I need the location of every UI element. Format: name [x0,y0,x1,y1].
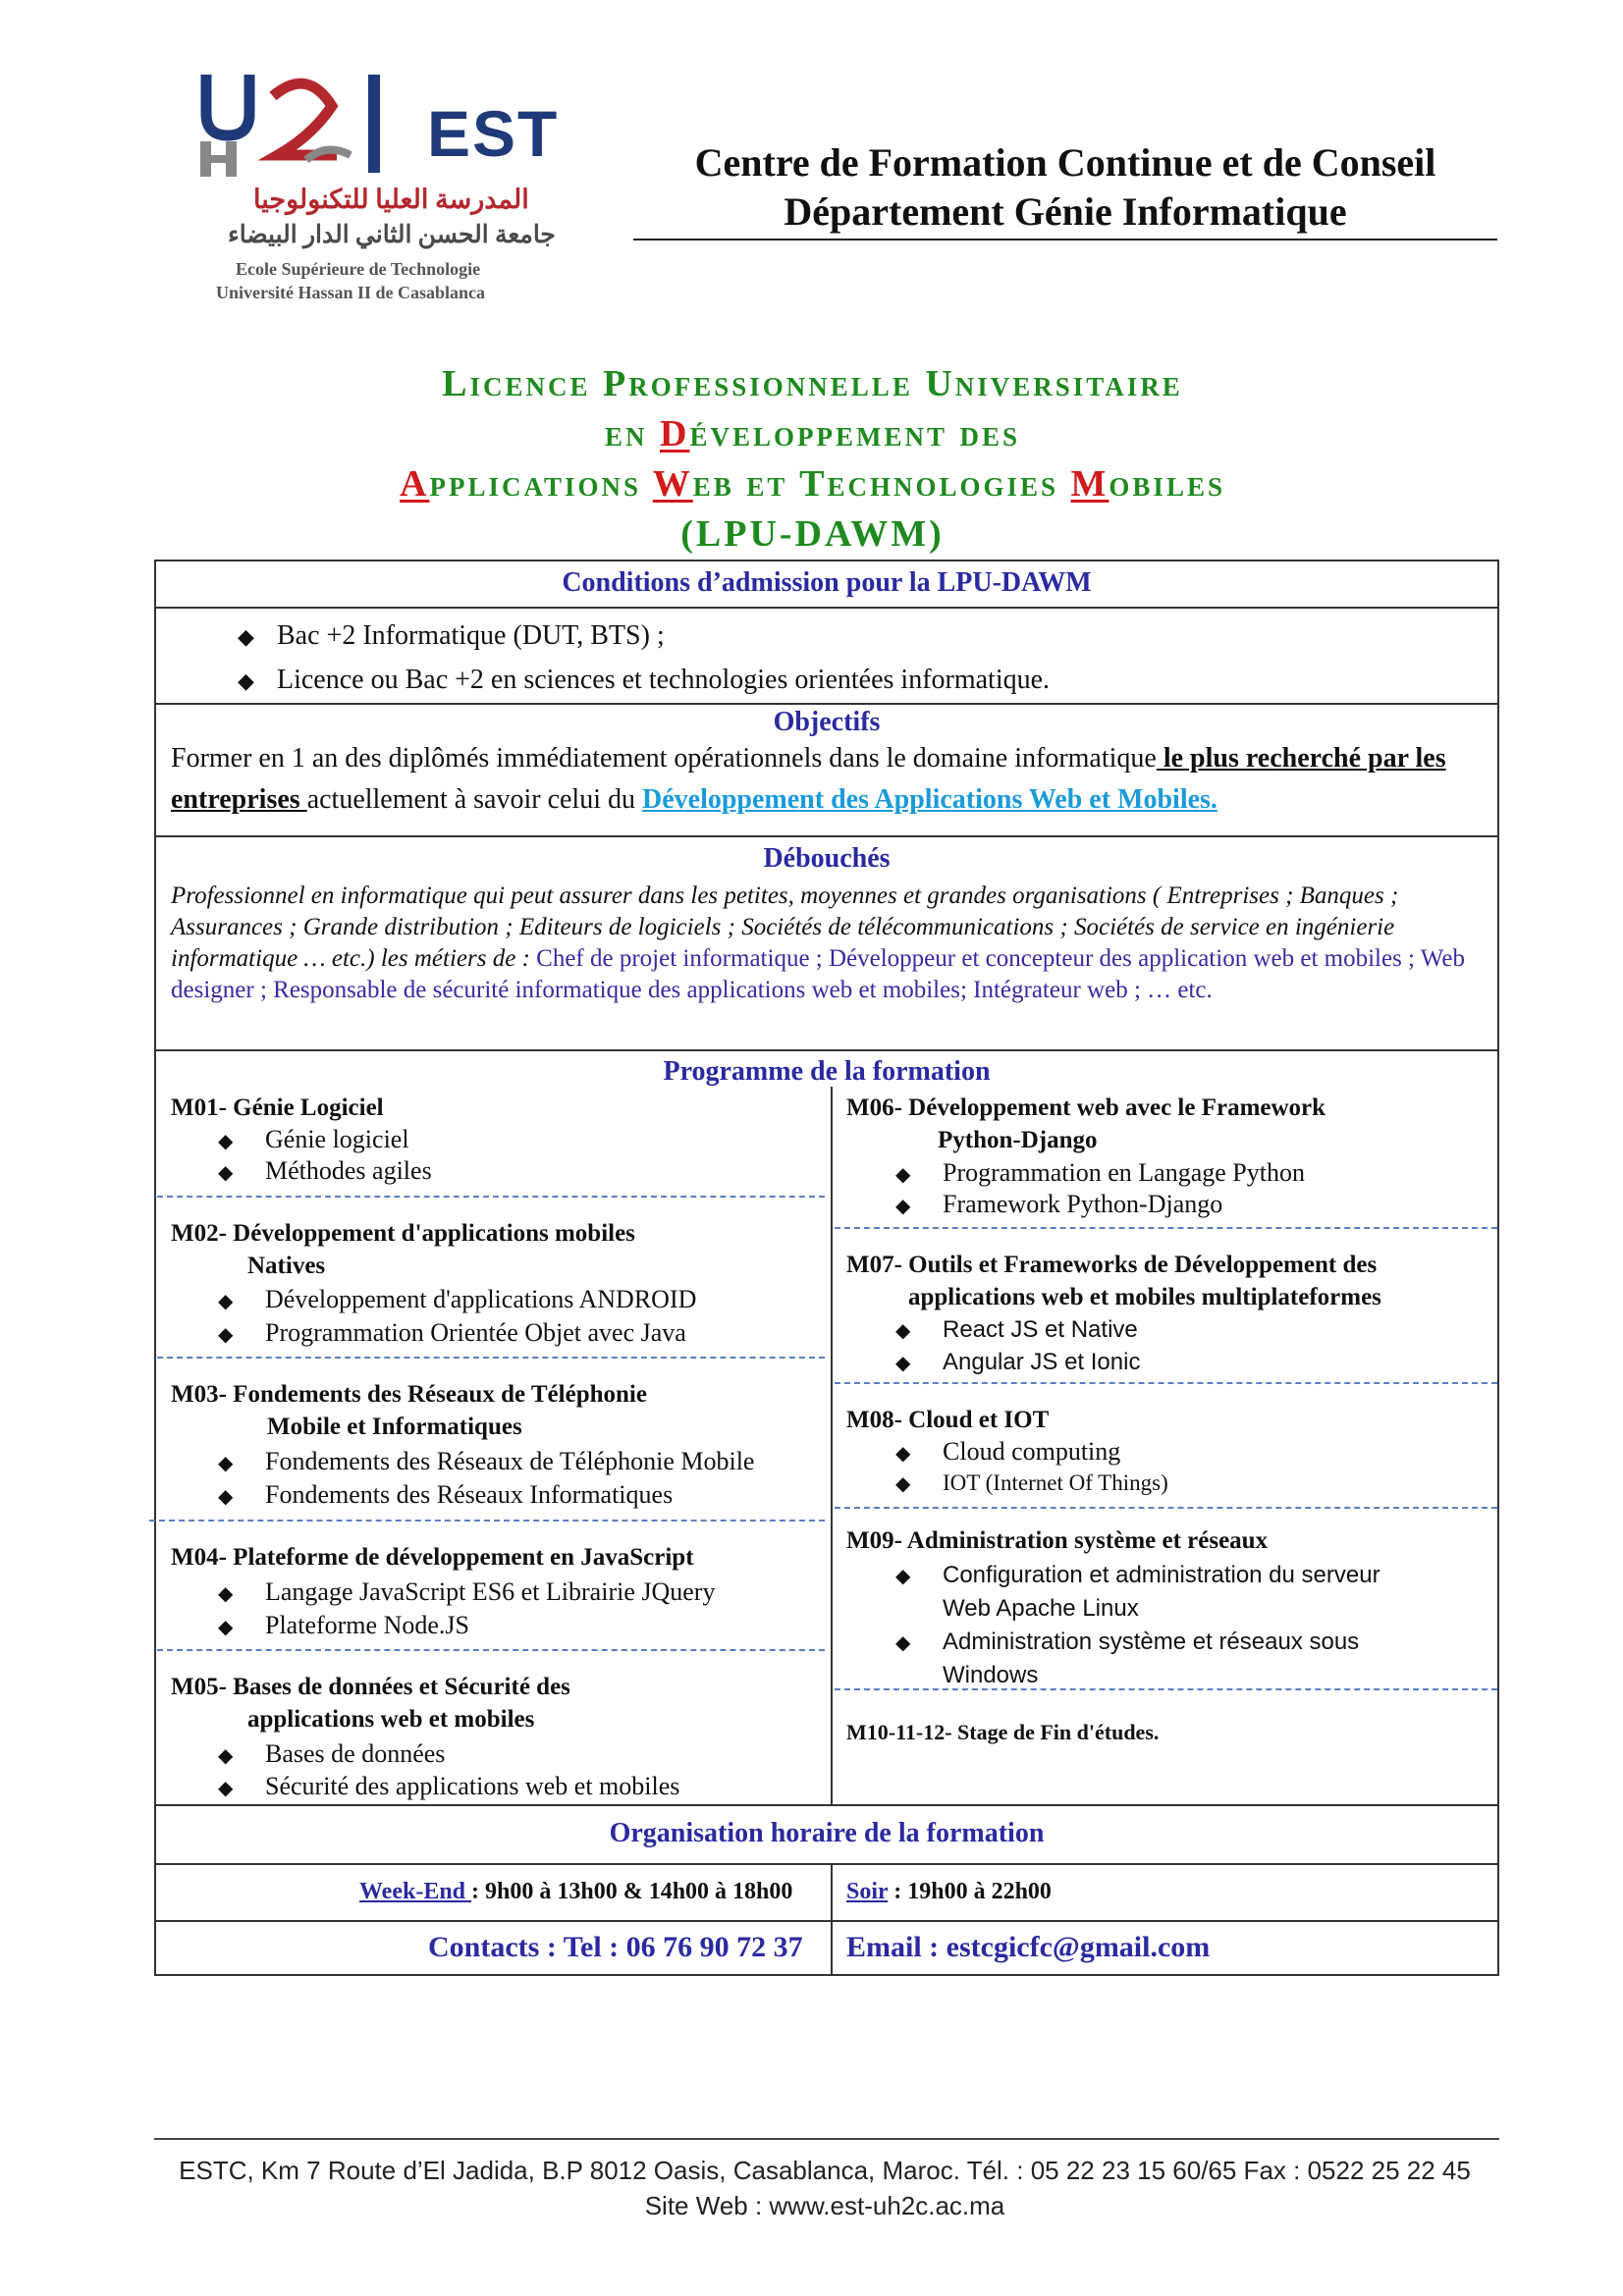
debouches-text [171,881,1487,1006]
diamond-bullet-icon: ◆ [218,1162,234,1184]
logo-arabic-line2: جامعة الحسن الثاني الدار البيضاء [228,222,556,248]
module-separator [157,1357,825,1359]
module-separator [835,1688,1497,1690]
footer-divider [154,2138,1499,2140]
diamond-bullet-icon: ◆ [895,1566,911,1587]
module-item-text: Cloud computing [943,1437,1121,1466]
footer-website[interactable]: Site Web : www.est-uh2c.ac.ma [644,2191,1005,2220]
program-title-text: eb et Technologies [692,463,1071,505]
row-divider [154,835,1499,837]
evening-schedule [846,1879,1052,1905]
header-title-line2: Département Génie Informatique [784,189,1347,234]
module-item-text: Fondements des Réseaux de Téléphonie Mobile [265,1447,755,1475]
module-separator [157,1196,825,1198]
diamond-bullet-icon: ◆ [218,1486,234,1508]
program-title-red-letter: W [652,463,693,505]
module-title: M04- Plateforme de développement en JavaScript [171,1544,694,1571]
module-title: M10-11-12- Stage de Fin d'études. [846,1720,1160,1744]
list-item [238,620,665,652]
module-title-cont: Natives [247,1253,326,1279]
program-title-line2 [128,409,1497,459]
module-separator [835,1227,1497,1229]
objectifs-text-part: Former en 1 an des diplômés immédiatement opérationnels dans le domaine informatique [171,743,1157,774]
module-item-text: Bases de données [265,1739,446,1768]
objectifs-emphasis: le plus recherché par les entreprises [171,743,1446,815]
diamond-bullet-icon: ◆ [218,1778,234,1799]
diamond-bullet-icon: ◆ [238,624,254,649]
module-item-text: Génie logiciel [265,1125,409,1153]
programme-title: Programme de la formation [663,1056,991,1087]
weekend-schedule [359,1879,792,1905]
logo-french-line2: Université Hassan II de Casablanca [216,283,486,302]
contact-phone: Contacts : Tel : 06 76 90 72 37 [428,1931,803,1963]
row-divider [154,703,1499,705]
contact-email[interactable]: Email : estcgicfc@gmail.com [846,1931,1211,1963]
diamond-bullet-icon: ◆ [238,668,254,693]
program-title-text: en [604,413,660,454]
diamond-bullet-icon: ◆ [895,1164,911,1186]
module-item-text: Sécurité des applications web et mobiles [265,1772,680,1800]
column-divider [831,1863,833,1976]
soir-link[interactable]: Soir [846,1879,889,1904]
module-item-text: Framework Python-Django [943,1190,1223,1218]
diamond-bullet-icon: ◆ [218,1745,234,1767]
diamond-bullet-icon: ◆ [218,1131,234,1152]
module-separator [835,1382,1497,1384]
module-item [895,1558,1380,1593]
diamond-bullet-icon: ◆ [218,1583,234,1605]
module-item-cont [943,1658,1038,1691]
module-item [895,1312,1138,1348]
diamond-bullet-icon: ◆ [895,1632,911,1654]
objectifs-text [171,738,1487,821]
module-title-cont: Mobile et Informatiques [267,1414,522,1440]
list-item-text: Bac +2 Informatique (DUT, BTS) ; [277,620,665,651]
diamond-bullet-icon: ◆ [895,1443,911,1465]
conditions-title: Conditions d’admission pour la LPU-DAWM [562,567,1092,598]
module-item-cont [943,1591,1139,1625]
module-item-text: Méthodes agiles [265,1156,432,1185]
module-item [218,1154,432,1190]
header-divider [633,239,1497,240]
row-divider [154,607,1499,609]
program-title-text: éveloppement des [689,413,1020,454]
module-item [895,1625,1359,1660]
module-item-text: Administration système et réseaux sous [943,1629,1360,1655]
program-title-line4: (LPU-DAWM) [680,513,945,555]
program-title-line3 [128,459,1497,509]
debouches-text-italic: Professionnel en informatique qui peut assurer dans les petites, moyennes et grandes organisations ( Entreprises ; Banques ; Assurances ; Grande distribution ; Editeurs de logiciels ; Sociétés de télécommunications ; Sociétés de service en ingénierie informatique … etc.) les métiers de : [171,882,1399,972]
module-title: M02- Développement d'applications mobiles [171,1220,635,1247]
module-title-cont: Python-Django [938,1127,1098,1153]
diamond-bullet-icon: ◆ [895,1473,911,1495]
soir-hours: : 19h00 à 22h00 [888,1879,1052,1904]
module-title: M05- Bases de données et Sécurité des [171,1674,570,1700]
module-item-text: Programmation en Langage Python [943,1158,1305,1187]
module-item [218,1316,686,1352]
program-title-red-letter: D [660,413,690,454]
objectifs-text-part: actuellement à savoir celui du [306,784,642,815]
row-divider [154,1049,1499,1051]
module-item-text: Langage JavaScript ES6 et Librairie JQuery [265,1577,716,1606]
module-title: M01- Génie Logiciel [171,1095,384,1121]
program-title-line1: Licence Professionnelle Universitaire [442,363,1183,404]
objectifs-title: Objectifs [773,707,881,737]
program-title-red-letter: M [1070,463,1109,505]
module-item-text: IOT (Internet Of Things) [943,1470,1168,1495]
module-item-text: Programmation Orientée Objet avec Java [265,1318,686,1347]
program-title-red-letter: A [400,463,430,505]
module-separator [149,1520,825,1522]
diamond-bullet-icon: ◆ [895,1353,911,1374]
list-item [238,665,1050,696]
module-title: M07- Outils et Frameworks de Développement des [846,1252,1378,1278]
module-item [218,1283,696,1318]
row-divider [154,1863,1499,1865]
debouches-text-jobs: Chef de projet informatique ; Développeur et concepteur des application web et mobiles ; Web designer ; Responsable de sécurité informatique des applications web et mobiles; Intégrateur web ; … etc. [171,945,1465,1003]
module-title: M08- Cloud et IOT [846,1407,1050,1433]
logo-est-text: EST [427,97,560,170]
module-title: M06- Développement web avec le Framework [846,1095,1326,1121]
logo-french-line1: Ecole Supérieure de Technologie [236,259,481,279]
module-item [218,1770,679,1805]
column-divider [831,1087,833,1804]
diamond-bullet-icon: ◆ [218,1453,234,1474]
module-item-text: Plateforme Node.JS [265,1611,469,1639]
module-title: M03- Fondements des Réseaux de Téléphonie [171,1381,647,1408]
program-title-text: obiles [1109,463,1225,505]
module-item [895,1345,1140,1380]
row-divider [154,1920,1499,1922]
module-separator [835,1507,1497,1509]
weekend-link[interactable]: Week-End [359,1879,472,1904]
module-title: M09- Administration système et réseaux [846,1527,1269,1554]
school-logo [196,67,569,312]
module-item-text: Web Apache Linux [943,1595,1139,1622]
module-title-cont: applications web et mobiles multiplateformes [908,1284,1381,1310]
module-item [218,1609,469,1644]
header-title-line1: Centre de Formation Continue et de Conseil [694,140,1436,185]
diamond-bullet-icon: ◆ [218,1617,234,1638]
objectifs-link[interactable]: Développement des Applications Web et Mobiles. [642,784,1217,815]
module-item-text: Développement d'applications ANDROID [265,1285,697,1313]
module-item-text: Fondements des Réseaux Informatiques [265,1480,674,1509]
diamond-bullet-icon: ◆ [218,1324,234,1346]
module-item-text: Angular JS et Ionic [943,1349,1141,1375]
module-item [218,1575,715,1611]
module-item [218,1737,445,1773]
module-item-text: Windows [943,1662,1039,1688]
diamond-bullet-icon: ◆ [895,1196,911,1217]
program-title-text: pplications [429,463,653,505]
diamond-bullet-icon: ◆ [218,1291,234,1312]
diamond-bullet-icon: ◆ [895,1320,911,1342]
module-item [895,1156,1305,1192]
debouches-title: Débouchés [763,843,891,874]
list-item-text: Licence ou Bac +2 en sciences et technologies orientées informatique. [277,665,1051,695]
weekend-hours: : 9h00 à 13h00 & 14h00 à 18h00 [471,1879,793,1904]
module-item [218,1445,754,1480]
module-item [895,1467,1168,1501]
module-title-cont: applications web et mobiles [247,1706,535,1733]
organisation-title: Organisation horaire de la formation [609,1818,1045,1848]
footer-address: ESTC, Km 7 Route d’El Jadida, B.P 8012 Oasis, Casablanca, Maroc. Tél. : 05 22 23 15 60/65 Fax : 0522 25 22 45 [179,2156,1471,2185]
module-item [895,1188,1222,1223]
module-item [218,1478,673,1514]
module-separator [157,1649,825,1651]
module-item [895,1435,1120,1470]
module-item [218,1123,409,1158]
logo-arabic-line1: المدرسة العليا للتكنولوجيا [253,185,529,214]
module-item-text: React JS et Native [943,1316,1138,1343]
module-item-text: Configuration et administration du serveur [943,1562,1380,1588]
uh2c-logo-icon [196,67,422,180]
